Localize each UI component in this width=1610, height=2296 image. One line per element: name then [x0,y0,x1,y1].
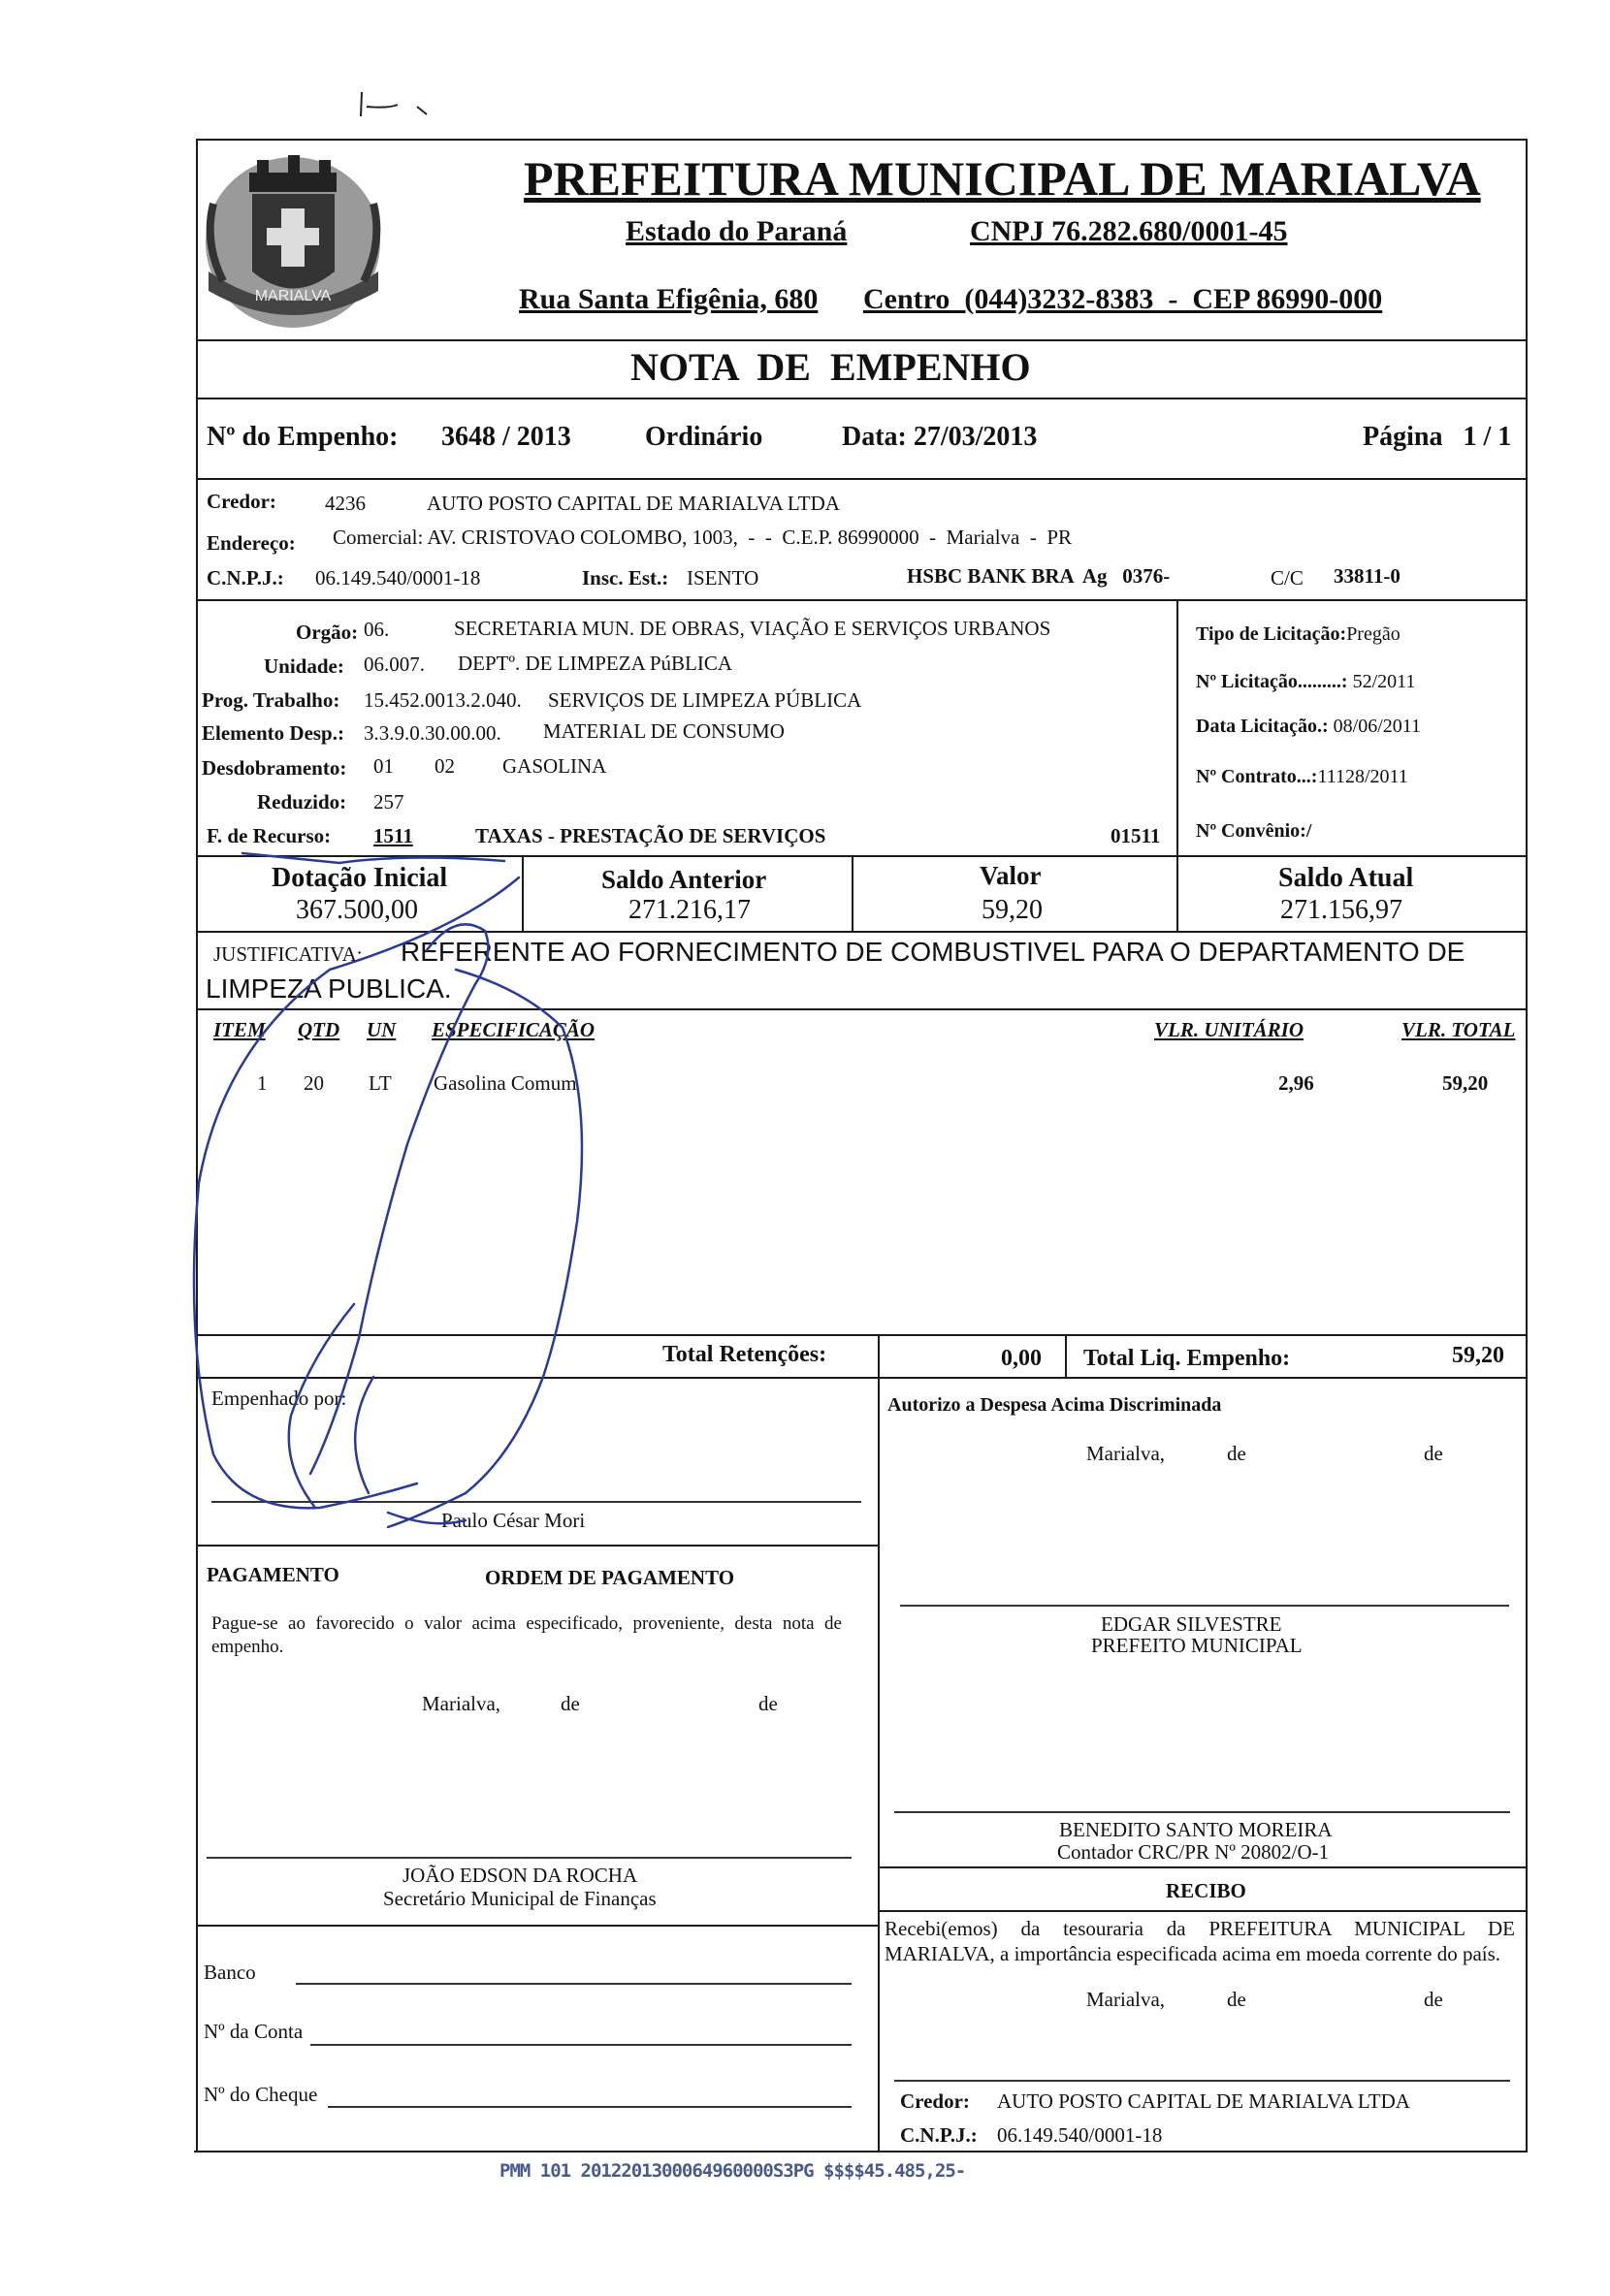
col-total-value: VLR. TOTAL [1401,1018,1516,1041]
saldo-atual-value: 271.156,97 [1280,895,1402,925]
secretario-title: Secretário Municipal de Finanças [383,1887,657,1910]
recurso-name: TAXAS - PRESTAÇÃO DE SERVIÇOS [475,824,826,847]
cnpj-label: C.N.P.J.: [207,566,284,590]
empenho-type: Ordinário [645,422,763,452]
tipo-licitacao-label-text: Tipo de Licitação: [1196,623,1347,645]
tipo-licitacao-value: Pregão [1346,623,1401,645]
data-licitacao-label: Data Licitação.: [1196,716,1329,737]
desdob-label: Desdobramento: [202,756,347,780]
liquido-label: Total Liq. Empenho: [1083,1346,1291,1371]
autorizo-label: Autorizo a Despesa Acima Discriminada [887,1394,1222,1416]
empenhado-label: Empenhado por: [211,1387,347,1410]
unidade-value: 06.007. [364,653,425,676]
bank-info: HSBC BANK BRA Ag 0376- [907,564,1171,588]
state-label: Estado do Paraná [626,215,848,247]
elem-name: MATERIAL DE CONSUMO [543,719,785,743]
contador-title: Contador CRC/PR Nº 20802/O-1 [1057,1840,1330,1864]
footer-code: PMM 101 2012201300064960000S3PG $$$$45.485,25- [499,2160,966,2182]
recurso-label: F. de Recurso: [207,824,332,847]
cnpj-header: CNPJ 76.282.680/0001-45 [970,215,1288,247]
row-total-value: 59,20 [1442,1071,1489,1095]
conta-label: Nº da Conta [204,2020,304,2043]
empenho-number-label: Nº do Empenho: [207,422,399,452]
pagamento-de-1: de [561,1692,580,1715]
orgao-name: SECRETARIA MUN. DE OBRAS, VIAÇÃO E SERVIÇOS URBANOS [454,617,1051,640]
justificativa-line2: LIMPEZA PUBLICA. [206,973,452,1004]
justificativa-line1: REFERENTE AO FORNECIMENTO DE COMBUSTIVEL PARA O DEPARTAMENTO DE [401,937,1465,967]
col-qtd: QTD [298,1018,340,1041]
valor-value: 59,20 [982,895,1043,925]
col-un: UN [367,1018,397,1041]
credor-label: Credor: [207,490,276,513]
saldo-anterior-value: 271.216,17 [628,895,751,925]
cc-value: 33811-0 [1334,564,1401,588]
pagamento-label: PAGAMENTO [207,1563,339,1586]
autorizo-de-2: de [1424,1442,1443,1465]
contrato-value: 11128/2011 [1317,766,1408,787]
recurso-value: 1511 [373,824,413,847]
recibo-cnpj-value: 06.149.540/0001-18 [997,2123,1163,2147]
elem-label: Elemento Desp.: [202,721,344,745]
col-unit-value: VLR. UNITÁRIO [1154,1018,1304,1041]
prefeito-name: EDGAR SILVESTRE [1101,1612,1282,1636]
ordem-pagamento-label: ORDEM DE PAGAMENTO [485,1566,735,1589]
reduzido-label: Reduzido: [257,790,347,813]
pague-text: Pague-se ao favorecido o valor acima especificado, proveniente, desta nota de empenho. [211,1613,842,1657]
unidade-name: DEPTº. DE LIMPEZA PúBLICA [458,652,733,675]
insc-label: Insc. Est.: [582,566,669,590]
empenho-date: Data: 27/03/2013 [842,422,1038,452]
prog-label: Prog. Trabalho: [202,688,340,712]
pagamento-city: Marialva, [422,1692,501,1715]
credor-name: AUTO POSTO CAPITAL DE MARIALVA LTDA [427,492,840,515]
row-unit-value: 2,96 [1278,1071,1314,1095]
saldo-anterior-label: Saldo Anterior [601,865,767,894]
page-number: Página 1 / 1 [1363,422,1512,452]
cc-label: C/C [1271,566,1304,590]
recibo-credor-name: AUTO POSTO CAPITAL DE MARIALVA LTDA [997,2089,1410,2113]
retencoes-value: 0,00 [1001,1346,1042,1371]
doc-title: NOTA DE EMPENHO [630,345,1031,389]
prefeitura-title: PREFEITURA MUNICIPAL DE MARIALVA [524,151,1481,206]
dotacao-label: Dotação Inicial [272,863,448,893]
prefeito-title: PREFEITO MUNICIPAL [1091,1634,1303,1657]
valor-label: Valor [980,861,1042,890]
autorizo-de-1: de [1227,1442,1246,1465]
dotacao-value: 367.500,00 [296,895,418,925]
recibo-credor-label: Credor: [900,2089,970,2113]
row-qtd: 20 [304,1071,324,1095]
prog-value: 15.452.0013.2.040. [364,688,522,712]
orgao-label: Orgão: [296,621,359,644]
justificativa-label: JUSTIFICATIVA: [213,942,363,966]
row-item: 1 [257,1071,268,1095]
svg-text:MARIALVA: MARIALVA [254,288,332,304]
elem-value: 3.3.9.0.30.00.00. [364,721,501,745]
col-item: ITEM [213,1018,266,1041]
row-un: LT [369,1071,392,1095]
desdob-a: 01 [373,754,394,778]
empenhado-name: Paulo César Mori [441,1509,586,1532]
district-phone-cep: Centro (044)3232-8383 - CEP 86990-000 [863,283,1383,315]
recibo-cnpj-label: C.N.P.J.: [900,2123,978,2147]
col-spec: ESPECIFICAÇÃO [432,1018,596,1041]
unidade-label: Unidade: [264,654,344,678]
desdob-b: 02 [435,754,455,778]
num-licitacao-value: 52/2011 [1352,671,1416,692]
credor-code: 4236 [325,492,366,515]
num-licitacao-label: Nº Licitação.........: [1196,671,1348,692]
empenho-number: 3648 / 2013 [441,422,571,452]
pagamento-de-2: de [758,1692,778,1715]
banco-label: Banco [204,1961,256,1984]
row-spec: Gasolina Comum [434,1071,577,1095]
data-licitacao-value: 08/06/2011 [1333,716,1422,737]
contrato-label: Nº Contrato...: [1196,766,1318,787]
recibo-de-2: de [1424,1988,1443,2011]
street-address: Rua Santa Efigênia, 680 [519,283,819,315]
recibo-de-1: de [1227,1988,1246,2011]
liquido-value: 59,20 [1452,1343,1504,1368]
prog-name: SERVIÇOS DE LIMPEZA PÚBLICA [548,688,862,712]
recibo-city: Marialva, [1086,1988,1166,2011]
orgao-value: 06. [364,618,390,641]
secretario-name: JOÃO EDSON DA ROCHA [402,1864,638,1887]
recibo-text: Recebi(emos) da tesouraria da PREFEITURA MUNICIPAL DE MARIALVA, a importância especificada acima em moeda corrente do país. [885,1917,1515,1965]
autorizo-city: Marialva, [1086,1442,1166,1465]
credor-cnpj: 06.149.540/0001-18 [315,566,481,590]
saldo-atual-label: Saldo Atual [1278,863,1414,893]
recurso-code: 01511 [1111,824,1161,847]
cheque-label: Nº do Cheque [204,2083,318,2106]
retencoes-label: Total Retenções: [662,1342,827,1367]
credor-address: Comercial: AV. CRISTOVAO COLOMBO, 1003, - - C.E.P. 86990000 - Marialva - PR [333,526,1073,549]
reduzido-value: 257 [373,790,404,813]
insc-value: ISENTO [687,566,759,590]
address-label: Endereço: [207,531,296,555]
contador-name: BENEDITO SANTO MOREIRA [1059,1818,1333,1841]
recibo-label: RECIBO [1166,1879,1246,1902]
desdob-name: GASOLINA [502,754,607,778]
convenio-label: Nº Convênio:/ [1196,820,1312,842]
